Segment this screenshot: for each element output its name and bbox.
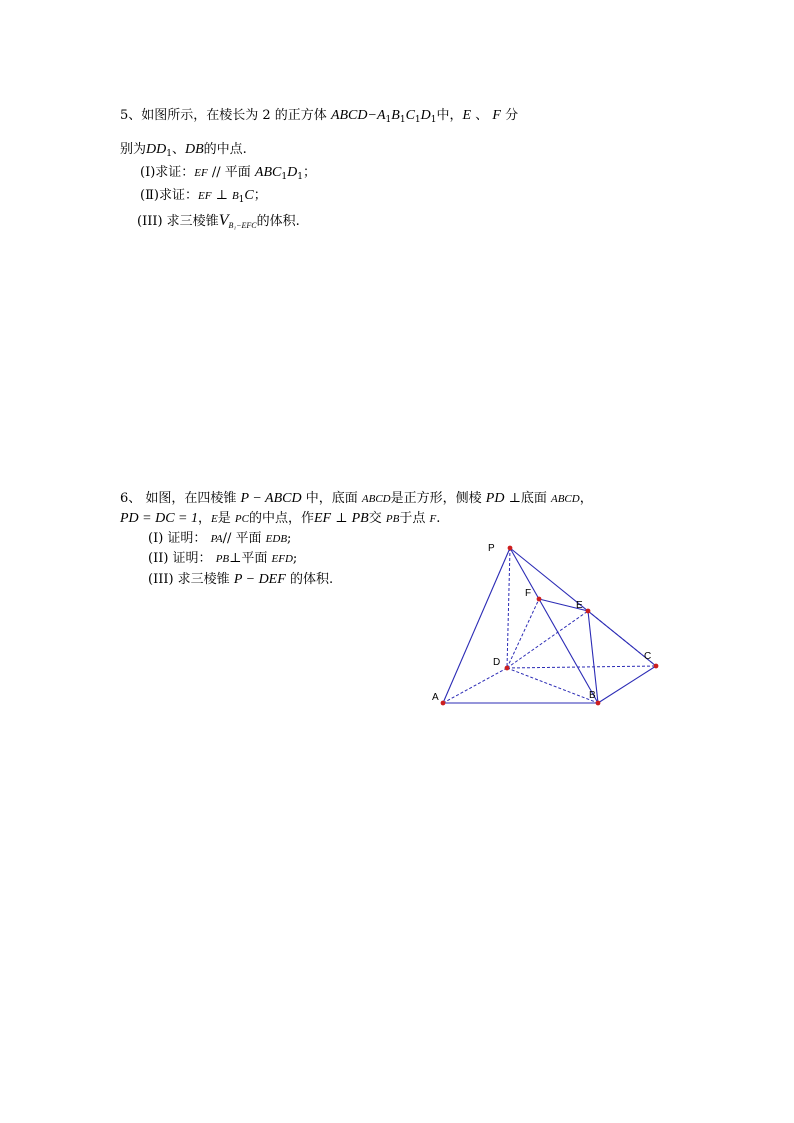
math: E bbox=[211, 513, 218, 525]
text: 、 bbox=[171, 142, 185, 157]
label-A: A bbox=[432, 692, 439, 703]
math: EF bbox=[194, 167, 208, 179]
text: // bbox=[207, 165, 225, 180]
label-C: C bbox=[644, 651, 652, 662]
problem6-line2 bbox=[120, 510, 440, 528]
edge-DA bbox=[443, 668, 507, 703]
text: ， bbox=[579, 491, 593, 506]
sub: 1 bbox=[166, 149, 172, 159]
text: 的体积. bbox=[289, 572, 334, 587]
sub: 1 bbox=[238, 195, 245, 205]
math: F bbox=[429, 513, 437, 525]
sub: 1 bbox=[297, 172, 303, 182]
text: 的中点，作 bbox=[248, 511, 314, 526]
text: (Ⅰ)求证： bbox=[140, 165, 195, 180]
point-C bbox=[654, 664, 659, 669]
text: 平面 bbox=[224, 165, 251, 180]
text: 平面 bbox=[241, 551, 268, 566]
problem6-part1 bbox=[148, 530, 291, 548]
math: PD = DC = 1 bbox=[120, 511, 199, 526]
edge-PD bbox=[507, 548, 510, 668]
text: ； bbox=[253, 188, 267, 203]
math: D bbox=[420, 108, 431, 123]
text: 的体积. bbox=[256, 214, 300, 229]
text: // bbox=[222, 531, 232, 546]
point-B bbox=[596, 701, 601, 706]
label-B: B bbox=[589, 690, 596, 701]
sub: 1 bbox=[385, 115, 392, 125]
math: DD bbox=[146, 142, 167, 157]
point-D bbox=[505, 666, 510, 671]
problem5-line2 bbox=[120, 141, 247, 159]
text: ⊥ bbox=[504, 491, 521, 506]
math: PB bbox=[215, 553, 230, 565]
math: EFD bbox=[271, 553, 293, 565]
math: B bbox=[391, 108, 400, 123]
text: 是 bbox=[217, 511, 231, 526]
text: (II) 证明： bbox=[148, 551, 212, 566]
edge-PA bbox=[443, 548, 510, 703]
math: EF bbox=[197, 190, 212, 202]
text: ; bbox=[287, 531, 292, 546]
math: PB bbox=[351, 511, 369, 526]
math: EF bbox=[314, 511, 332, 526]
math: ABCD bbox=[361, 493, 391, 505]
problem5-line1 bbox=[120, 107, 518, 125]
problem5-part1 bbox=[140, 164, 316, 182]
math: EDB bbox=[265, 533, 288, 545]
problem6-part3 bbox=[148, 571, 333, 589]
text: 中，底面 bbox=[305, 491, 358, 506]
sub: 1 bbox=[281, 172, 288, 182]
text: 别为 bbox=[120, 142, 147, 157]
text: 中， bbox=[436, 108, 463, 123]
problem5-part3 bbox=[137, 212, 300, 231]
text: 交 bbox=[368, 511, 382, 526]
text: ； bbox=[302, 165, 316, 180]
problem5-part2 bbox=[140, 187, 267, 205]
math: V bbox=[218, 212, 229, 229]
math: ABCD bbox=[330, 108, 368, 123]
text: . bbox=[436, 511, 441, 526]
text: ⊥ bbox=[331, 511, 352, 526]
sub: B₁−EFC bbox=[228, 221, 257, 230]
edge-BC bbox=[598, 666, 656, 703]
text: 分 bbox=[505, 108, 519, 123]
text: (III) 求三棱锥 bbox=[137, 214, 219, 229]
math: P − ABCD bbox=[240, 491, 302, 506]
edge-PC bbox=[510, 548, 656, 666]
label-F: F bbox=[525, 588, 532, 599]
sub: 1 bbox=[399, 115, 406, 125]
point-P bbox=[508, 546, 513, 551]
point-E bbox=[586, 609, 591, 614]
edge-DF bbox=[507, 599, 539, 668]
text: 于点 bbox=[399, 511, 426, 526]
edge-DE bbox=[507, 611, 588, 668]
sub: 1 bbox=[430, 115, 437, 125]
text: ⊥ bbox=[211, 188, 232, 203]
label-D: D bbox=[493, 657, 501, 668]
point-A bbox=[441, 701, 446, 706]
math: PC bbox=[234, 513, 249, 525]
text: (Ⅱ)求证： bbox=[140, 188, 198, 203]
math: DB bbox=[185, 142, 204, 157]
math: PD bbox=[485, 491, 505, 506]
math: B bbox=[231, 190, 239, 202]
text: 的中点. bbox=[203, 142, 247, 157]
text: 底面 bbox=[520, 491, 547, 506]
math: A bbox=[376, 108, 386, 123]
math: P − DEF bbox=[233, 572, 286, 587]
math: PA bbox=[210, 533, 223, 545]
math: − bbox=[367, 108, 377, 123]
text: 是正方形，侧棱 bbox=[390, 491, 482, 506]
sub: 1 bbox=[414, 115, 421, 125]
label-E: E bbox=[576, 600, 583, 611]
math: PB bbox=[385, 513, 400, 525]
edge-PB bbox=[510, 548, 598, 703]
text: (I) 证明： bbox=[148, 531, 207, 546]
text: ; bbox=[292, 551, 298, 566]
edge-DC bbox=[507, 666, 656, 668]
problem6-part2 bbox=[148, 550, 297, 568]
math: ABCD bbox=[550, 493, 580, 505]
text: 平面 bbox=[235, 531, 262, 546]
math: F bbox=[492, 108, 501, 123]
text: ⊥ bbox=[229, 551, 242, 566]
text: 5、如图所示，在棱长为 2 的正方体 bbox=[120, 108, 327, 123]
text: 6、 如图，在四棱锥 bbox=[120, 491, 237, 506]
label-P: P bbox=[488, 543, 495, 554]
pyramid-figure bbox=[425, 538, 670, 713]
math: E bbox=[462, 108, 472, 123]
edge-DB bbox=[507, 668, 598, 703]
problem6-line1 bbox=[120, 490, 593, 508]
text: (III) 求三棱锥 bbox=[148, 572, 230, 587]
point-F bbox=[537, 597, 542, 602]
math: C bbox=[405, 108, 415, 123]
math: D bbox=[287, 165, 298, 180]
math: C bbox=[244, 188, 254, 203]
text: 、 bbox=[475, 108, 489, 123]
math: ABC bbox=[254, 165, 282, 180]
text: ， bbox=[198, 511, 212, 526]
